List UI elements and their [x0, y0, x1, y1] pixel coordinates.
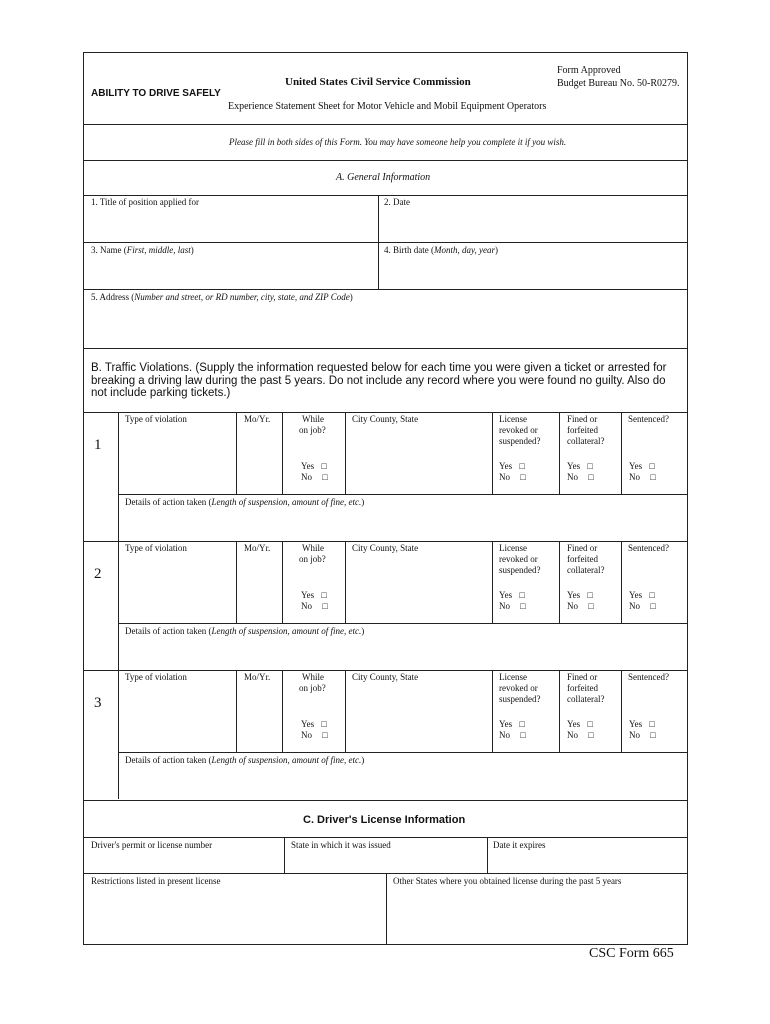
- col-license-2: revoked or: [499, 554, 538, 564]
- details-field[interactable]: [120, 509, 685, 539]
- license-revoked-no: [499, 472, 526, 483]
- license-revoked-no: [499, 730, 526, 741]
- restrictions-label: Restrictions listed in present license: [91, 876, 221, 886]
- fined-forfeited-yes-checkbox[interactable]: □: [587, 719, 593, 729]
- divider: [386, 873, 387, 944]
- sentenced-yes-checkbox[interactable]: □: [649, 719, 655, 729]
- while-on-job-no-checkbox[interactable]: □: [322, 730, 328, 740]
- state-issued-field[interactable]: [286, 852, 486, 872]
- col-fined-1: Fined or: [567, 414, 598, 424]
- no-label: No: [567, 730, 578, 740]
- divider: [487, 837, 488, 873]
- col-license-2: revoked or: [499, 425, 538, 435]
- fined-forfeited-yes: [567, 719, 593, 730]
- city-state-field[interactable]: [347, 684, 490, 750]
- yes-label: Yes: [301, 719, 315, 729]
- col-fined-3: collateral?: [567, 436, 605, 446]
- while-on-job-no: [301, 730, 328, 741]
- divider: [559, 412, 560, 494]
- name-label-prefix: 3. Name (: [91, 245, 127, 255]
- section-a-title: A. General Information: [336, 172, 431, 183]
- sentenced-no-checkbox[interactable]: □: [650, 730, 656, 740]
- form-title: ABILITY TO DRIVE SAFELY: [91, 88, 221, 99]
- while-on-job-yes-checkbox[interactable]: □: [321, 719, 327, 729]
- col-license-3: suspended?: [499, 436, 541, 446]
- divider: [236, 412, 237, 494]
- mo-yr-field[interactable]: [238, 555, 280, 621]
- birth-date-prefix: 4. Birth date (: [384, 245, 434, 255]
- divider: [84, 800, 687, 801]
- yes-label: Yes: [499, 590, 513, 600]
- divider: [118, 412, 119, 541]
- col-fined-3: collateral?: [567, 565, 605, 575]
- form-number: CSC Form 665: [589, 946, 674, 961]
- no-label: No: [629, 601, 640, 611]
- divider: [236, 541, 237, 623]
- position-title-field[interactable]: [85, 209, 377, 242]
- divider: [621, 412, 622, 494]
- section-b-title: B. Traffic Violations. (Supply the information requested below for each time you were given a ticket or arrested for breaking a driving law during the past 5 years. Do not include any record where you were found no guilty. Also do not include parking tickets.): [91, 362, 667, 400]
- other-states-label: Other States where you obtained license during the past 5 years: [393, 876, 622, 886]
- divider: [621, 670, 622, 752]
- budget-bureau: Budget Bureau No. 50-R0279.: [557, 78, 680, 89]
- col-mo-yr: Mo/Yr.: [244, 414, 271, 424]
- address-label: [91, 292, 353, 303]
- details-suffix: ): [361, 626, 365, 636]
- details-label: [125, 755, 364, 766]
- divider: [282, 670, 283, 752]
- fined-forfeited-no-checkbox[interactable]: □: [588, 472, 594, 482]
- divider: [118, 541, 119, 670]
- divider: [84, 670, 687, 671]
- sentenced-yes: [629, 590, 655, 601]
- details-prefix: Details of action taken (: [125, 497, 212, 507]
- name-field[interactable]: [85, 257, 377, 288]
- divider: [282, 541, 283, 623]
- name-label-hint: First, middle, last: [126, 245, 191, 255]
- date-label: 2. Date: [384, 197, 410, 207]
- license-revoked-no-checkbox[interactable]: □: [520, 472, 526, 482]
- col-mo-yr: Mo/Yr.: [244, 672, 271, 682]
- no-label: No: [567, 472, 578, 482]
- divider: [84, 124, 687, 125]
- city-state-field[interactable]: [347, 426, 490, 492]
- divider: [492, 412, 493, 494]
- position-title-label: 1. Title of position applied for: [91, 197, 199, 207]
- col-city-state: City County, State: [352, 543, 419, 553]
- divider: [84, 160, 687, 161]
- no-label: No: [499, 472, 510, 482]
- col-license-3: suspended?: [499, 694, 541, 704]
- col-sentenced: Sentenced?: [628, 672, 669, 682]
- sentenced-yes-checkbox[interactable]: □: [649, 590, 655, 600]
- violation-number: 2: [94, 566, 102, 582]
- fined-forfeited-no: [567, 601, 594, 612]
- mo-yr-field[interactable]: [238, 684, 280, 750]
- col-fined-1: Fined or: [567, 672, 598, 682]
- date-field[interactable]: [380, 209, 685, 242]
- col-sentenced: Sentenced?: [628, 543, 669, 553]
- sentenced-no-checkbox[interactable]: □: [650, 601, 656, 611]
- divider: [84, 837, 687, 838]
- restrictions-field[interactable]: [85, 888, 385, 942]
- details-suffix: ): [361, 497, 365, 507]
- yes-label: Yes: [499, 719, 513, 729]
- sentenced-yes: [629, 461, 655, 472]
- while-on-job-yes: [301, 461, 327, 472]
- expires-label: Date it expires: [493, 840, 546, 850]
- sentenced-no: [629, 601, 656, 612]
- state-issued-label: State in which it was issued: [291, 840, 391, 850]
- name-label-suffix: ): [190, 245, 194, 255]
- instruction-text: Please fill in both sides of this Form. You may have someone help you complete it if you wish.: [229, 137, 567, 147]
- divider: [492, 541, 493, 623]
- col-type-violation: Type of violation: [125, 543, 187, 553]
- details-hint: Length of suspension, amount of fine, etc.: [211, 497, 362, 507]
- permit-number-label: Driver's permit or license number: [91, 840, 213, 850]
- divider: [345, 541, 346, 623]
- birth-date-hint: Month, day, year: [434, 245, 495, 255]
- license-revoked-yes-checkbox[interactable]: □: [519, 590, 525, 600]
- address-field[interactable]: [85, 304, 685, 347]
- yes-label: Yes: [301, 590, 315, 600]
- address-hint: Number and street, or RD number, city, state, and ZIP Code: [134, 292, 350, 302]
- fined-forfeited-yes-checkbox[interactable]: □: [587, 461, 593, 471]
- col-fined-2: forfeited: [567, 554, 598, 564]
- address-suffix: ): [349, 292, 353, 302]
- col-while-1: While: [302, 414, 324, 424]
- license-revoked-yes: [499, 461, 525, 472]
- divider: [84, 195, 687, 196]
- other-states-field[interactable]: [388, 888, 685, 942]
- license-revoked-yes: [499, 719, 525, 730]
- sentenced-no: [629, 730, 656, 741]
- no-label: No: [499, 730, 510, 740]
- col-sentenced: Sentenced?: [628, 414, 669, 424]
- no-label: No: [301, 472, 312, 482]
- fined-forfeited-yes-checkbox[interactable]: □: [587, 590, 593, 600]
- yes-label: Yes: [567, 719, 581, 729]
- divider: [284, 837, 285, 873]
- address-prefix: 5. Address (: [91, 292, 135, 302]
- no-label: No: [629, 472, 640, 482]
- permit-number-field[interactable]: [85, 852, 283, 872]
- col-while-2: on job?: [299, 425, 326, 435]
- no-label: No: [301, 730, 312, 740]
- while-on-job-yes: [301, 719, 327, 730]
- violation-number: 1: [94, 437, 102, 453]
- while-on-job-no-checkbox[interactable]: □: [322, 472, 328, 482]
- while-on-job-yes-checkbox[interactable]: □: [321, 590, 327, 600]
- form-approved: Form Approved: [557, 65, 621, 76]
- yes-label: Yes: [629, 461, 643, 471]
- violation-number: 3: [94, 695, 102, 711]
- yes-label: Yes: [567, 461, 581, 471]
- fined-forfeited-no: [567, 472, 594, 483]
- fined-forfeited-no-checkbox[interactable]: □: [588, 730, 594, 740]
- type-violation-field[interactable]: [120, 684, 234, 750]
- yes-label: Yes: [629, 719, 643, 729]
- col-license-2: revoked or: [499, 683, 538, 693]
- divider: [621, 541, 622, 623]
- col-fined-2: forfeited: [567, 425, 598, 435]
- details-prefix: Details of action taken (: [125, 626, 212, 636]
- col-mo-yr: Mo/Yr.: [244, 543, 271, 553]
- divider: [559, 670, 560, 752]
- divider: [84, 289, 687, 290]
- license-revoked-yes-checkbox[interactable]: □: [519, 719, 525, 729]
- yes-label: Yes: [629, 590, 643, 600]
- sentenced-yes: [629, 719, 655, 730]
- form-subtitle: Experience Statement Sheet for Motor Vehicle and Mobil Equipment Operators: [228, 101, 547, 112]
- col-type-violation: Type of violation: [125, 672, 187, 682]
- details-label: [125, 626, 364, 637]
- type-violation-field[interactable]: [120, 426, 234, 492]
- col-license-1: License: [499, 672, 527, 682]
- while-on-job-no: [301, 472, 328, 483]
- col-while-2: on job?: [299, 554, 326, 564]
- divider: [84, 242, 687, 243]
- name-label: [91, 245, 194, 256]
- col-city-state: City County, State: [352, 672, 419, 682]
- divider: [118, 752, 687, 753]
- col-license-1: License: [499, 543, 527, 553]
- divider: [84, 348, 687, 349]
- while-on-job-no: [301, 601, 328, 612]
- details-label: [125, 497, 364, 508]
- sentenced-yes-checkbox[interactable]: □: [649, 461, 655, 471]
- yes-label: Yes: [499, 461, 513, 471]
- divider: [345, 670, 346, 752]
- no-label: No: [629, 730, 640, 740]
- no-label: No: [567, 601, 578, 611]
- license-revoked-no-checkbox[interactable]: □: [520, 730, 526, 740]
- details-field[interactable]: [120, 638, 685, 668]
- birth-date-field[interactable]: [380, 257, 685, 288]
- divider: [492, 670, 493, 752]
- agency-name: United States Civil Service Commission: [285, 76, 471, 88]
- while-on-job-yes: [301, 590, 327, 601]
- birth-date-suffix: ): [495, 245, 498, 255]
- col-while-1: While: [302, 672, 324, 682]
- details-field[interactable]: [120, 767, 685, 797]
- type-violation-field[interactable]: [120, 555, 234, 621]
- details-hint: Length of suspension, amount of fine, etc.: [211, 755, 362, 765]
- section-c-title: C. Driver's License Information: [303, 814, 466, 826]
- col-license-1: License: [499, 414, 527, 424]
- col-while-2: on job?: [299, 683, 326, 693]
- sentenced-no: [629, 472, 656, 483]
- col-fined-2: forfeited: [567, 683, 598, 693]
- sentenced-no-checkbox[interactable]: □: [650, 472, 656, 482]
- divider: [118, 494, 687, 495]
- fined-forfeited-no: [567, 730, 594, 741]
- details-prefix: Details of action taken (: [125, 755, 212, 765]
- divider: [84, 412, 687, 413]
- city-state-field[interactable]: [347, 555, 490, 621]
- license-revoked-no-checkbox[interactable]: □: [520, 601, 526, 611]
- col-fined-1: Fined or: [567, 543, 598, 553]
- yes-label: Yes: [567, 590, 581, 600]
- divider: [118, 623, 687, 624]
- license-revoked-yes: [499, 590, 525, 601]
- details-hint: Length of suspension, amount of fine, etc.: [211, 626, 362, 636]
- no-label: No: [499, 601, 510, 611]
- fined-forfeited-no-checkbox[interactable]: □: [588, 601, 594, 611]
- divider: [84, 541, 687, 542]
- birth-date-label: [384, 245, 498, 256]
- divider: [345, 412, 346, 494]
- while-on-job-yes-checkbox[interactable]: □: [321, 461, 327, 471]
- col-while-1: While: [302, 543, 324, 553]
- col-license-3: suspended?: [499, 565, 541, 575]
- details-suffix: ): [361, 755, 365, 765]
- while-on-job-no-checkbox[interactable]: □: [322, 601, 328, 611]
- col-fined-3: collateral?: [567, 694, 605, 704]
- yes-label: Yes: [301, 461, 315, 471]
- divider: [236, 670, 237, 752]
- divider: [118, 670, 119, 799]
- col-city-state: City County, State: [352, 414, 419, 424]
- divider: [559, 541, 560, 623]
- col-type-violation: Type of violation: [125, 414, 187, 424]
- license-revoked-no: [499, 601, 526, 612]
- divider: [282, 412, 283, 494]
- license-revoked-yes-checkbox[interactable]: □: [519, 461, 525, 471]
- fined-forfeited-yes: [567, 461, 593, 472]
- fined-forfeited-yes: [567, 590, 593, 601]
- no-label: No: [301, 601, 312, 611]
- mo-yr-field[interactable]: [238, 426, 280, 492]
- expires-field[interactable]: [489, 852, 685, 872]
